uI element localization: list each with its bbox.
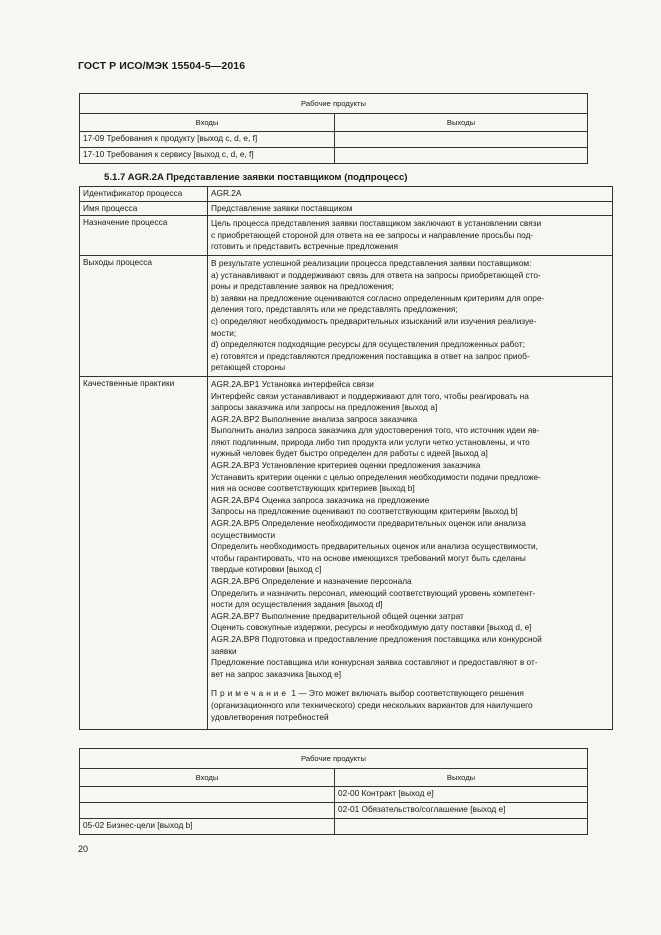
practice-line: заявки — [211, 645, 237, 656]
process-practices-label: Качественные практики — [80, 376, 208, 729]
purpose-line: с приобретающей стороной для ответа на ее запросы и направление просьбы под- — [211, 229, 534, 240]
outputs-line: В результате успешной реализации процесса представления заявки поставщиком: — [211, 257, 532, 268]
practice-line: AGR.2A.BP7 Выполнение предварительной общей оценки затрат — [211, 610, 464, 621]
process-table — [79, 186, 613, 730]
practice-line: ляют подлинным, природа либо тип продукта или услуги четко установлены, и что — [211, 436, 530, 447]
bottom-row-2-input — [80, 803, 335, 819]
outputs-line: мости; — [211, 327, 237, 338]
process-id-label: Идентификатор процесса — [80, 187, 208, 202]
outputs-line: c) определяют необходимость предварительных изысканий или изучения реализуе- — [211, 315, 537, 326]
outputs-line: e) готовятся и представляются предложения поставщика в ответ на запрос приоб- — [211, 350, 530, 361]
practice-line: AGR.2A.BP6 Определение и назначение персонала — [211, 576, 412, 586]
practice-line: Предложение поставщика или конкурсная заявка составляют и предоставляют в от- — [211, 657, 538, 668]
practice-line: ности для осуществления задания [выход d] — [211, 599, 383, 610]
bottom-work-products-table — [79, 748, 588, 835]
bottom-row-3-input: 05-02 Бизнес-цели [выход b] — [80, 819, 335, 835]
note-text: 1 — Это может включать выбор соответствующего решения — [291, 688, 524, 699]
process-name-label: Имя процесса — [80, 201, 208, 216]
practice-line: AGR.2A.BP4 Оценка запроса заказчика на предложение — [211, 494, 430, 505]
table-row — [80, 787, 588, 803]
table-row — [80, 803, 588, 819]
purpose-line: готовить и представить встречные предложения — [211, 241, 399, 252]
bottom-table-col-inputs: Входы — [80, 769, 335, 787]
outputs-line: а) устанавливают и поддерживают связь для ответа на запросы приобретающей сто- — [211, 269, 541, 280]
table-row — [80, 132, 588, 148]
practice-line: ния на основе соответствующих критериев [выход b] — [211, 483, 415, 494]
practice-line: Запросы на предложение оценивают по соответствующим критериям [выход b] — [211, 506, 518, 517]
top-table-col-inputs: Входы — [80, 114, 335, 132]
bottom-row-1-output: 02-00 Контракт [выход e] — [335, 787, 588, 803]
process-purpose-text — [208, 216, 613, 256]
process-id-value: AGR.2A — [208, 187, 613, 202]
process-practices-text — [208, 376, 613, 729]
practice-line: AGR.2A.BP8 Подготовка и предоставление предложения поставщика или конкурсной — [211, 633, 542, 644]
top-row-1-output — [335, 132, 588, 148]
practice-line: Интерфейс связи устанавливают и поддерживают для того, чтобы реагировать на — [211, 390, 529, 401]
practice-line: осуществимости — [211, 529, 276, 540]
outputs-line: деления того, представлять или не представлять предложения; — [211, 304, 458, 315]
outputs-line: ретающей стороны — [211, 362, 286, 373]
page-number: 20 — [78, 844, 89, 854]
top-row-1-input: 17-09 Требования к продукту [выход c, d, e, f] — [80, 132, 335, 148]
table-row — [80, 148, 588, 164]
practice-line: Устанавить критерии оценки с целью определения необходимости подачи предложе- — [211, 471, 541, 482]
outputs-line: роны и представление заявок на предложения; — [211, 281, 394, 292]
section-title: 5.1.7 AGR.2A Представление заявки поставщиком (подпроцесс) — [104, 172, 408, 183]
process-outputs-text — [208, 255, 613, 376]
practice-line: AGR.2A.BP5 Определение необходимости предварительных оценок или анализа — [211, 518, 526, 529]
process-name-value: Представление заявки поставщиком — [208, 201, 613, 216]
outputs-line: d) определяются подходящие ресурсы для осуществления предложенных работ; — [211, 339, 525, 350]
practice-line: Определить и назначить персонал, имеющий соответствующий уровень компетент- — [211, 587, 536, 598]
note-label: Примечание — [211, 688, 290, 699]
bottom-table-col-outputs: Выходы — [335, 769, 588, 787]
practice-line: Оценить совокупные издержки, ресурсы и необходимую дату поставки [выход d, e] — [211, 622, 532, 633]
top-work-products-table — [79, 93, 588, 164]
practice-line: запросы заказчика или запросы на предложения [выход a] — [211, 402, 438, 413]
practice-line: нужный человек будет быстро определен для работы с идеей [выход a] — [211, 448, 488, 459]
top-row-2-input: 17-10 Требования к сервису [выход c, d, e, f] — [80, 148, 335, 164]
practice-line: AGR.2A.BP2 Выполнение анализа запроса заказчика — [211, 413, 418, 424]
practice-line: Определить необходимость предварительных оценок или анализа осуществимости, — [211, 541, 538, 552]
practice-line: Выполнить анализ запроса заказчика для удостоверения того, что источник идеи яв- — [211, 425, 540, 436]
top-table-col-outputs: Выходы — [335, 114, 588, 132]
top-table-caption: Рабочие продукты — [80, 94, 588, 114]
note-line: удовлетворения потребностей — [211, 711, 329, 722]
bottom-table-caption: Рабочие продукты — [80, 749, 588, 769]
bottom-row-3-output — [335, 819, 588, 835]
purpose-line: Цель процесса представления заявки поставщиком заключают в установлении связи — [211, 218, 542, 229]
practice-line: вет на запрос заказчика [выход e] — [211, 668, 342, 679]
bottom-row-2-output: 02-01 Обязательство/соглашение [выход e] — [335, 803, 588, 819]
bottom-row-1-input — [80, 787, 335, 803]
outputs-line: b) заявки на предложение оцениваются согласно определенным критериям для опре- — [211, 292, 545, 303]
top-row-2-output — [335, 148, 588, 164]
note-line: (организационного или технического) среди нескольких вариантов для наилучшего — [211, 699, 533, 710]
process-outputs-label: Выходы процесса — [80, 255, 208, 376]
process-purpose-label: Назначение процесса — [80, 216, 208, 256]
table-row — [80, 819, 588, 835]
practice-line: AGR.2A.BP3 Установление критериев оценки предложения заказчика — [211, 460, 481, 471]
practice-line: AGR.2A.BP1 Установка интерфейса связи — [211, 378, 374, 389]
practice-line: твердые котировки [выход c] — [211, 564, 322, 575]
note-line-1 — [211, 688, 609, 700]
practice-line: чтобы гарантировать, что на основе имеющихся требований могут быть сделаны — [211, 552, 526, 563]
document-header: ГОСТ Р ИСО/МЭК 15504-5—2016 — [78, 60, 246, 72]
